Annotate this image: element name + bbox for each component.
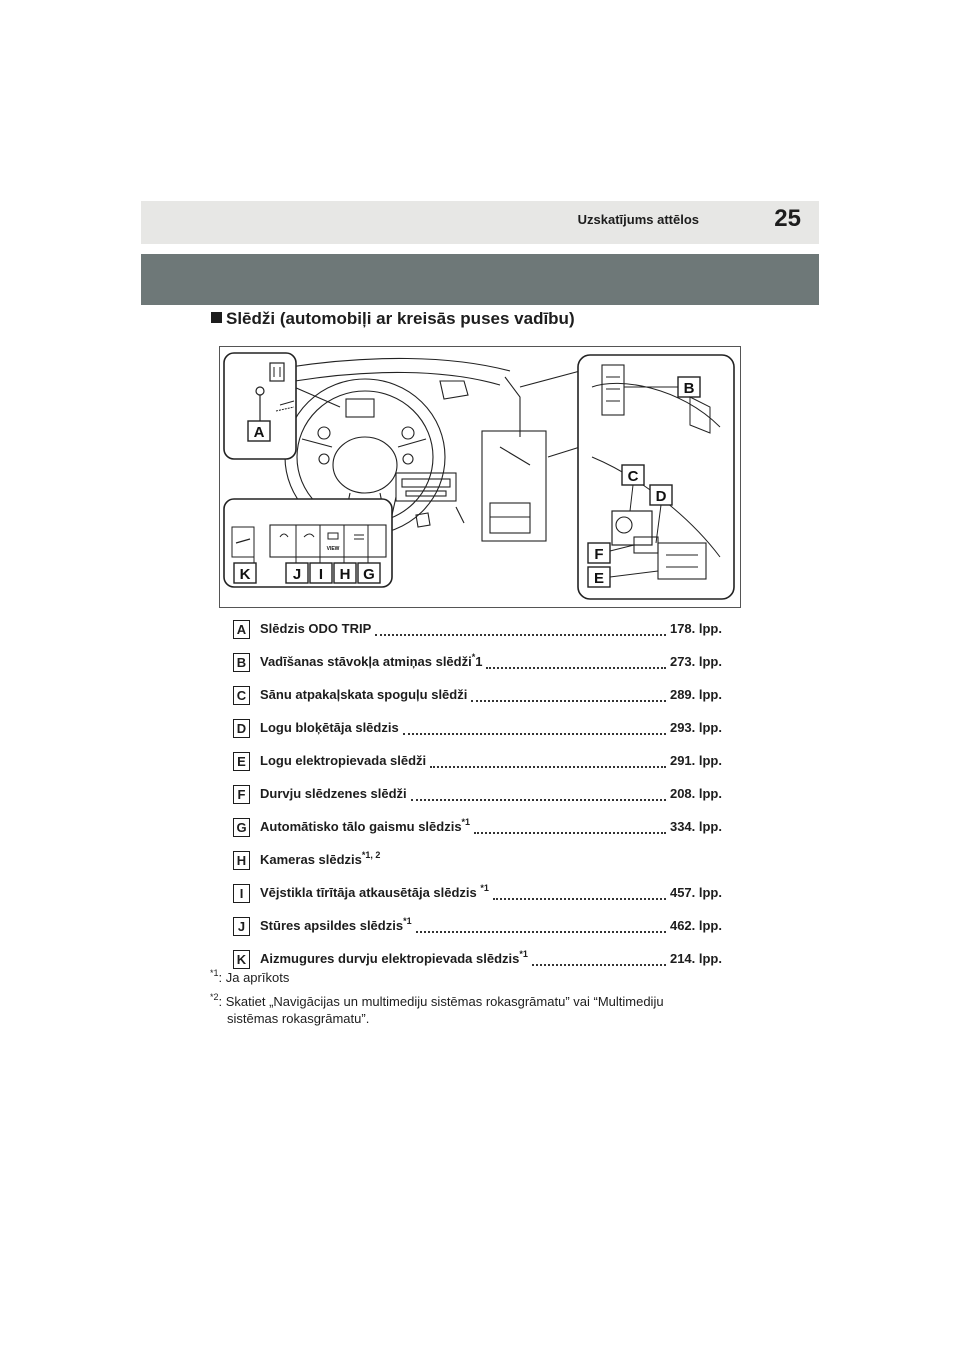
footnote-text: : Ja aprīkots [218, 970, 290, 985]
label-e: E [593, 570, 605, 587]
item-letter-badge: C [233, 686, 250, 705]
label-d: D [655, 488, 667, 505]
switch-item-d [233, 720, 722, 740]
item-footnote-mark: *1 [403, 916, 412, 926]
leader-dots [403, 721, 666, 735]
item-footnote-mark: *1, 2 [361, 850, 381, 860]
item-letter-badge: B [233, 653, 250, 672]
footnote-2 [210, 993, 664, 1027]
label-g: G [363, 566, 375, 583]
switch-item-b [233, 654, 722, 674]
section-heading [211, 309, 575, 329]
item-label [260, 918, 414, 933]
footnote-mark: *2 [210, 992, 219, 1002]
leader-dots [416, 919, 666, 933]
item-label [260, 819, 472, 834]
item-label-text: Logu bloķētāja slēdzis [260, 720, 399, 735]
item-label [260, 786, 409, 801]
item-footnote-mark: * [471, 652, 476, 662]
switch-item-g [233, 819, 722, 839]
switch-item-e [233, 753, 722, 773]
dashboard-line-drawing [220, 347, 740, 607]
leader-dots [493, 886, 666, 900]
item-page-ref: 208. lpp. [669, 786, 722, 801]
item-label-text: Sānu atpakaļskata spoguļu slēdži [260, 687, 468, 702]
item-page-ref: 457. lpp. [669, 885, 722, 900]
item-label [260, 654, 484, 669]
item-page-ref: 273. lpp. [669, 654, 722, 669]
leader-dots [411, 787, 666, 801]
leader-dots [375, 622, 666, 636]
switch-item-a [233, 621, 722, 641]
footnote-1 [210, 969, 289, 986]
item-page-ref: 291. lpp. [669, 753, 722, 768]
footnote-continuation: sistēmas rokasgrāmatu”. [227, 1011, 370, 1026]
zoom-door-panel [578, 355, 734, 599]
item-label-text: Stūres apsildes slēdzis [260, 918, 404, 933]
switch-item-i [233, 885, 722, 905]
item-label-text: Logu elektropievada slēdži [260, 753, 427, 768]
item-letter-badge: A [233, 620, 250, 639]
item-letter-badge: K [233, 950, 250, 969]
item-label [260, 720, 401, 735]
item-page-ref: 293. lpp. [669, 720, 722, 735]
footnote-text: : Skatiet „Navigācijas un multimediju sistēmas rokasgrāmatu” vai “Multimediju [218, 994, 664, 1009]
label-b: B [683, 380, 695, 397]
switches-illustration [219, 346, 741, 608]
item-footnote-suffix: 1 [475, 654, 483, 669]
item-label-text: Durvju slēdzenes slēdži [260, 786, 407, 801]
item-label-text: Aizmugures durvju elektropievada slēdzis [260, 951, 520, 966]
item-label-text: Slēdzis ODO TRIP [260, 621, 372, 636]
item-label [260, 621, 373, 636]
item-footnote-mark: *1 [480, 883, 489, 893]
item-label [260, 687, 469, 702]
item-letter-badge: G [233, 818, 250, 837]
item-page-ref: 334. lpp. [669, 819, 722, 834]
switch-item-c [233, 687, 722, 707]
item-letter-badge: H [233, 851, 250, 870]
item-page-ref: 289. lpp. [669, 687, 722, 702]
item-page-ref: 462. lpp. [669, 918, 722, 933]
item-letter-badge: D [233, 719, 250, 738]
view-label: VIEW [326, 546, 340, 552]
item-letter-badge: I [233, 884, 250, 903]
label-k: K [239, 566, 251, 583]
item-label-text: Kameras slēdzis [260, 852, 362, 867]
switch-item-h [233, 852, 722, 872]
running-header [141, 201, 819, 244]
label-c: C [627, 468, 639, 485]
item-letter-badge: E [233, 752, 250, 771]
label-i: I [318, 566, 324, 583]
item-label [260, 753, 428, 768]
page-number: 25 [774, 205, 801, 232]
leader-dots [486, 655, 666, 669]
label-j: J [292, 566, 302, 583]
header-title: Uzskatījums attēlos [577, 212, 699, 227]
footnote-mark: *1 [210, 968, 219, 978]
item-label [260, 951, 530, 966]
switch-item-j [233, 918, 722, 938]
section-heading-text: Slēdži (automobiļi ar kreisās puses vadību) [226, 309, 575, 328]
item-footnote-mark: *1 [519, 949, 528, 959]
leader-dots [474, 820, 666, 834]
item-label-text: Automātisko tālo gaismu slēdzis [260, 819, 462, 834]
zoom-a [224, 353, 296, 459]
leader-dots [430, 754, 666, 768]
item-label-text: Vējstikla tīrītāja atkausētāja slēdzis [260, 885, 481, 900]
item-letter-badge: F [233, 785, 250, 804]
item-page-ref: 214. lpp. [669, 951, 722, 966]
item-label [260, 885, 491, 900]
switch-item-k [233, 951, 722, 971]
item-label [260, 852, 382, 867]
label-h: H [339, 566, 351, 583]
switch-item-f [233, 786, 722, 806]
section-band [141, 254, 819, 305]
item-letter-badge: J [233, 917, 250, 936]
leader-dots [532, 952, 666, 966]
leader-dots [471, 688, 666, 702]
zoom-steering-switches [224, 499, 392, 587]
item-label-text: Vadīšanas stāvokļa atmiņas slēdži [260, 654, 472, 669]
item-page-ref: 178. lpp. [669, 621, 722, 636]
label-a: A [253, 424, 265, 441]
label-f: F [594, 546, 604, 563]
heading-bullet-icon [211, 312, 222, 323]
item-footnote-mark: *1 [461, 817, 471, 827]
